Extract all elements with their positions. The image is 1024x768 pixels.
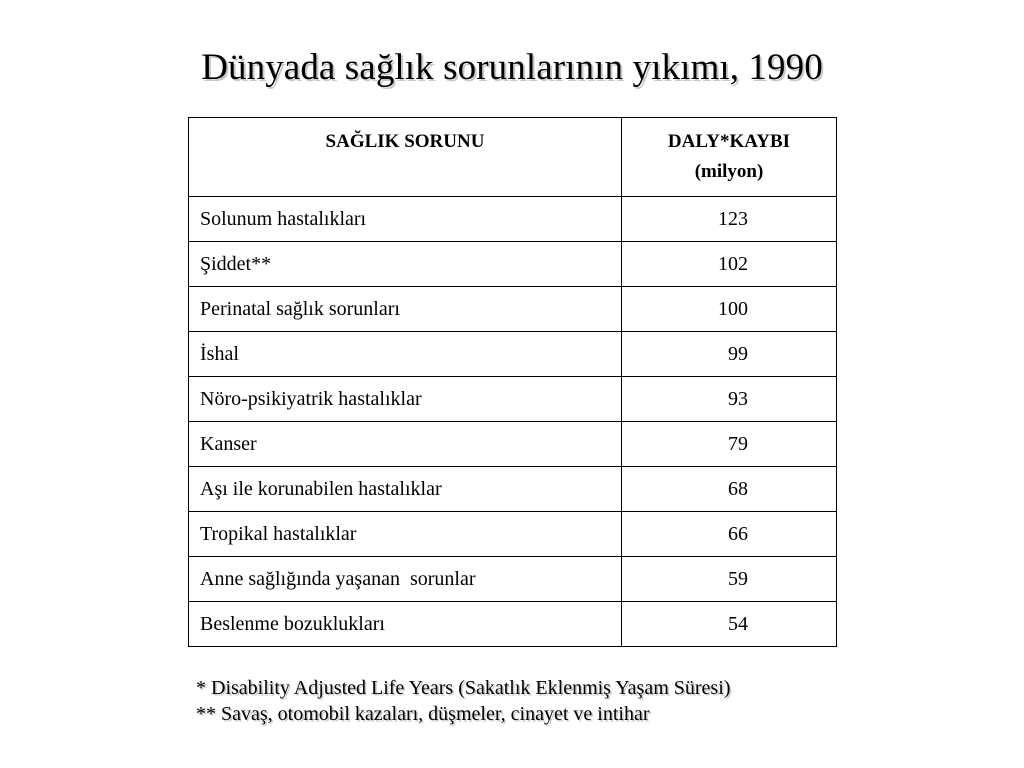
row-name: İshal [189, 332, 622, 377]
row-value: 99 [622, 332, 837, 377]
table-row [189, 287, 837, 332]
row-name: Şiddet** [189, 242, 622, 287]
row-value: 68 [622, 467, 837, 512]
row-value: 59 [622, 557, 837, 602]
daly-table [188, 117, 837, 647]
row-name: Tropikal hastalıklar [189, 512, 622, 557]
row-name: Aşı ile korunabilen hastalıklar [189, 467, 622, 512]
table-row [189, 602, 837, 647]
table-row [189, 557, 837, 602]
row-value: 66 [622, 512, 837, 557]
table-row [189, 377, 837, 422]
header-health-problem: SAĞLIK SORUNU [189, 118, 622, 197]
footnotes [196, 675, 836, 727]
row-value: 54 [622, 602, 837, 647]
table-row [189, 242, 837, 287]
row-value: 100 [622, 287, 837, 332]
row-value: 102 [622, 242, 837, 287]
row-value: 123 [622, 197, 837, 242]
row-name: Anne sağlığında yaşanan sorunlar [189, 557, 622, 602]
header-daly-loss [622, 118, 837, 197]
footnote-violence: ** Savaş, otomobil kazaları, düşmeler, cinayet ve intihar [196, 703, 650, 725]
slide-title: Dünyada sağlık sorunlarının yıkımı, 1990 [201, 47, 823, 88]
header-daly-loss-label: DALY*KAYBI [667, 131, 791, 152]
row-name: Kanser [189, 422, 622, 467]
row-value: 93 [622, 377, 837, 422]
table-header-row [189, 118, 837, 197]
table-row [189, 467, 837, 512]
table-row [189, 422, 837, 467]
row-name: Nöro-psikiyatrik hastalıklar [189, 377, 622, 422]
table-row [189, 332, 837, 377]
row-name: Solunum hastalıkları [189, 197, 622, 242]
row-name: Perinatal sağlık sorunları [189, 287, 622, 332]
row-value: 79 [622, 422, 837, 467]
table-row [189, 512, 837, 557]
table-row [189, 197, 837, 242]
header-daly-loss-unit: (milyon) [694, 161, 764, 182]
row-name: Beslenme bozuklukları [189, 602, 622, 647]
footnote-daly: * Disability Adjusted Life Years (Sakatlık Eklenmiş Yaşam Süresi) [196, 677, 731, 699]
